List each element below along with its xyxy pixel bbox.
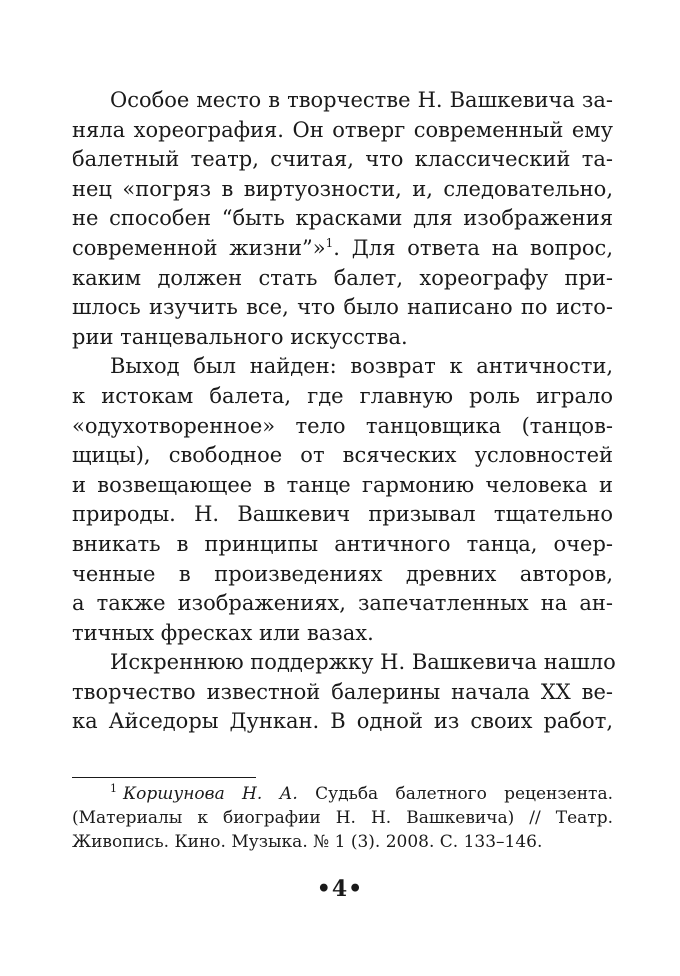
text-line: к истокам балета, где главную роль играло: [72, 383, 613, 408]
text-line: няла хореография. Он отверг современный ему: [72, 117, 613, 142]
text-line: Выход был найден: возврат к античности,: [110, 354, 613, 379]
text-line: вникать в принципы античного танца, очер-: [72, 531, 613, 556]
footnote: [72, 782, 613, 854]
text-line: балетный театр, считая, что классический та-: [72, 147, 613, 172]
main-text: [72, 86, 616, 737]
text-segment: современной жизни”»: [72, 235, 326, 260]
text-line: и возвещающее в танце гармонию человека и: [72, 472, 613, 497]
footnote-author: Коршунова Н. А.: [123, 784, 298, 804]
text-line: творчество известной балерины начала XX ве-: [72, 679, 613, 704]
text-line: не способен “быть красками для изображения: [72, 206, 613, 231]
text-line: ка Айседоры Дункан. В одной из своих работ,: [72, 709, 613, 734]
footnote-number: 1: [110, 782, 117, 795]
footnote-title: Судьба балетного рецензента.: [297, 784, 613, 804]
text-line: рии танцевального искусства.: [72, 324, 408, 349]
text-line: Особое место в творчестве Н. Вашкевича за-: [110, 88, 613, 112]
footnote-reference: 1: [325, 235, 334, 250]
text-line: ченные в произведениях древних авторов,: [72, 561, 613, 586]
text-segment: . Для ответа на вопрос,: [333, 235, 613, 260]
text-line: тичных фресках или вазах.: [72, 620, 374, 645]
footnote-line: Живопись. Кино. Музыка. № 1 (3). 2008. С. 133–146.: [72, 832, 543, 852]
footnote-divider: [72, 777, 256, 778]
text-line: шлось изучить все, что было написано по исто-: [72, 295, 613, 320]
text-line: нец «погряз в виртуозности, и, следовательно,: [72, 176, 613, 201]
text-line-with-footnote: [72, 234, 613, 264]
text-line: а также изображениях, запечатленных на ан-: [72, 591, 613, 616]
footnote-line: (Материалы к биографии Н. Н. Вашкевича) // Театр.: [72, 808, 613, 828]
text-line: «одухотворенное» тело танцовщика (танцов-: [72, 413, 613, 438]
text-line: природы. Н. Вашкевич призывал тщательно: [72, 502, 613, 527]
text-line: каким должен стать балет, хореографу при-: [72, 265, 613, 290]
text-line: Искреннюю поддержку Н. Вашкевича нашло: [110, 650, 616, 675]
footnote-line: [72, 782, 613, 806]
text-line: щицы), свободное от всяческих условностей: [72, 443, 613, 468]
page-number: •4•: [316, 876, 364, 902]
